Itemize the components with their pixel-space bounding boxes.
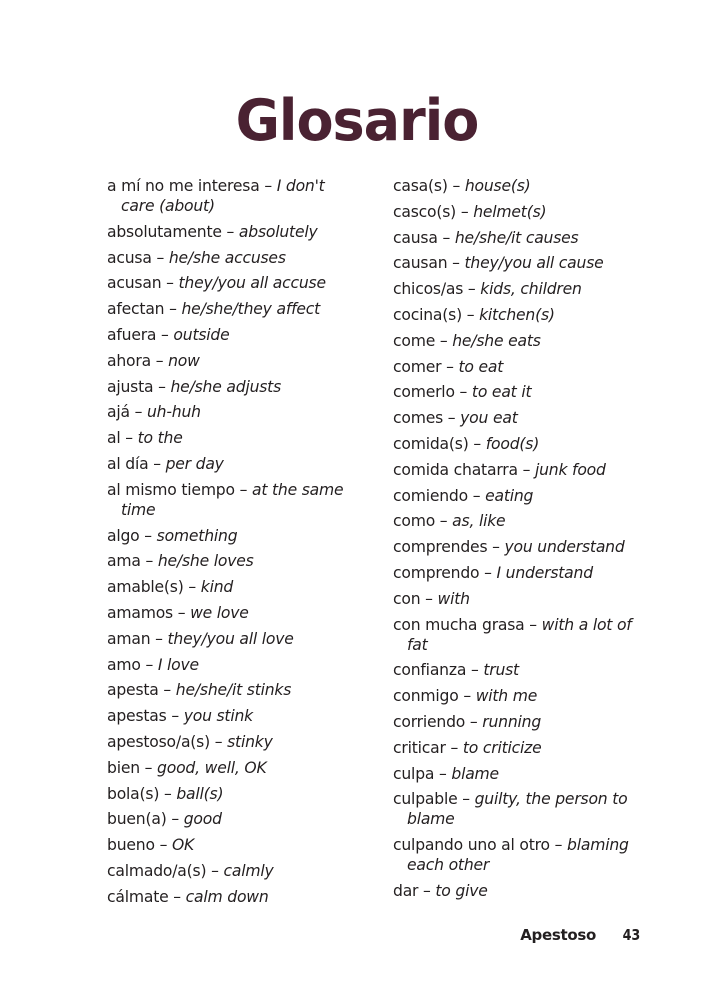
glossary-definition: he/she/it stinks (175, 681, 292, 700)
glossary-definition: you eat (460, 409, 518, 428)
glossary-definition: kind (200, 578, 234, 597)
glossary-entry (107, 603, 357, 623)
term-separator: – (154, 836, 172, 855)
glossary-entry (393, 253, 653, 273)
glossary-entry (393, 563, 653, 583)
glossary-entry (107, 299, 357, 319)
term-separator: – (467, 486, 486, 505)
glossary-definition: eating (485, 486, 534, 505)
glossary-entry (393, 486, 653, 506)
glossary-term: acusa (107, 248, 152, 267)
term-separator: – (158, 681, 176, 700)
term-separator: – (221, 222, 239, 241)
glossary-definition: with a lot of fat (407, 615, 632, 654)
glossary-entry (393, 305, 653, 325)
glossary-term: a mí no me interesa (107, 177, 260, 195)
glossary-term: culpable (393, 790, 458, 809)
term-separator: – (443, 409, 461, 428)
glossary-entry (107, 402, 357, 422)
glossary-entry (393, 764, 653, 784)
glossary-definition: to eat (458, 357, 504, 376)
term-separator: – (168, 887, 186, 906)
glossary-entry (393, 382, 653, 402)
glossary-term: cocina(s) (393, 305, 462, 324)
glossary-term: algo (107, 526, 140, 545)
glossary-definition: running (482, 712, 542, 731)
glossary-term: bien (107, 758, 140, 777)
term-separator: – (166, 707, 184, 726)
glossary-term: aman (107, 629, 151, 648)
glossary-definition: calm down (185, 887, 269, 906)
glossary-entry (107, 809, 357, 829)
term-separator: – (524, 615, 542, 634)
glossary-definition: you understand (504, 538, 625, 557)
glossary-entry (107, 351, 357, 371)
glossary-definition: he/she adjusts (170, 377, 282, 396)
glossary-definition: to the (137, 429, 183, 448)
glossary-entry (393, 511, 653, 531)
term-separator: – (466, 661, 484, 680)
glossary-term: afectan (107, 300, 165, 319)
glossary-definition: house(s) (464, 177, 531, 195)
glossary-definition: kids, children (480, 280, 582, 299)
glossary-term: dar (393, 881, 419, 900)
glossary-term: cálmate (107, 887, 169, 906)
glossary-entry (107, 861, 357, 881)
term-separator: – (465, 712, 483, 731)
term-separator: – (129, 403, 147, 422)
glossary-entry (107, 680, 357, 700)
term-separator: – (468, 434, 486, 453)
term-separator: – (445, 738, 463, 757)
term-separator: – (234, 480, 252, 499)
glossary-term: comida chatarra (393, 460, 518, 479)
glossary-term: ahora (107, 351, 151, 370)
glossary-definition: something (156, 526, 238, 545)
glossary-term: al día (107, 454, 149, 473)
glossary-entry (393, 331, 653, 351)
glossary-definition: uh-huh (146, 403, 201, 422)
glossary-term: afuera (107, 325, 157, 344)
glossary-term: con (393, 589, 421, 608)
glossary-entry (107, 655, 357, 675)
glossary-term: casa(s) (393, 177, 448, 195)
glossary-entry (107, 758, 357, 778)
glossary-definition: to eat it (471, 383, 532, 402)
term-separator: – (549, 836, 568, 855)
glossary-term: comprendes (393, 538, 488, 557)
term-separator: – (435, 331, 453, 350)
term-separator: – (172, 603, 191, 622)
glossary-definition: to give (435, 881, 488, 900)
term-separator: – (457, 790, 475, 809)
glossary-term: comida(s) (393, 434, 469, 453)
glossary-definition: ball(s) (176, 784, 224, 803)
term-separator: – (139, 758, 158, 777)
glossary-definition: guilty, the person to blame (407, 790, 628, 829)
glossary-entry (393, 408, 653, 428)
glossary-definition: blame (451, 764, 499, 783)
glossary-term: al mismo tiempo (107, 480, 235, 499)
glossary-definition: per day (165, 454, 224, 473)
term-separator: – (447, 177, 465, 195)
glossary-definition: he/she accuses (168, 248, 286, 267)
term-separator: – (447, 254, 465, 273)
glossary-entry (107, 887, 357, 907)
glossary-term: comerlo (393, 383, 455, 402)
term-separator: – (166, 810, 184, 829)
glossary-term: calmado/a(s) (107, 861, 207, 880)
glossary-entry (393, 228, 653, 248)
glossary-entry (393, 660, 653, 680)
glossary-term: como (393, 512, 436, 531)
glossary-term: criticar (393, 738, 446, 757)
term-separator: – (153, 377, 171, 396)
term-separator: – (206, 861, 224, 880)
glossary-definition: he/she/they affect (181, 300, 321, 319)
glossary-entry (107, 551, 357, 571)
glossary-entry (393, 712, 653, 732)
glossary-definition: calmly (223, 861, 274, 880)
glossary-entry (107, 835, 357, 855)
glossary-definition: with me (475, 687, 538, 706)
glossary-term: al (107, 429, 121, 448)
term-separator: – (210, 732, 228, 751)
glossary-definition: stinky (227, 732, 273, 751)
glossary-entry (393, 537, 653, 557)
glossary-term: amamos (107, 603, 173, 622)
term-separator: – (517, 460, 535, 479)
glossary-definition: you stink (183, 707, 253, 726)
glossary-entry (393, 202, 653, 222)
term-separator: – (150, 351, 169, 370)
glossary-entry (393, 615, 653, 655)
term-separator: – (140, 655, 158, 674)
glossary-term: comiendo (393, 486, 468, 505)
glossary-column-right (393, 176, 653, 907)
glossary-term: buen(a) (107, 810, 167, 829)
glossary-term: corriendo (393, 712, 466, 731)
term-separator: – (435, 512, 453, 531)
glossary-entry (393, 686, 653, 706)
glossary-term: absolutamente (107, 222, 222, 241)
glossary-definition: they/you all accuse (178, 274, 326, 293)
glossary-entry (107, 577, 357, 597)
term-separator: – (159, 784, 177, 803)
term-separator: – (479, 563, 497, 582)
term-separator: – (456, 202, 474, 221)
glossary-definition: good, well, OK (157, 758, 267, 777)
glossary-definition: he/she/it causes (454, 228, 579, 247)
glossary-term: chicos/as (393, 280, 464, 299)
glossary-definition: they/you all love (167, 629, 294, 648)
glossary-entry (107, 273, 357, 293)
term-separator: – (156, 325, 174, 344)
glossary-column-left (107, 176, 357, 913)
glossary-term: bueno (107, 836, 155, 855)
glossary-entry (107, 706, 357, 726)
glossary-term: amo (107, 655, 141, 674)
glossary-term: ama (107, 552, 141, 571)
glossary-term: confianza (393, 661, 467, 680)
glossary-definition: food(s) (485, 434, 540, 453)
glossary-entry (393, 434, 653, 454)
term-separator: – (441, 357, 459, 376)
term-separator: – (420, 589, 438, 608)
term-separator: – (454, 383, 472, 402)
glossary-term: apestoso/a(s) (107, 732, 210, 751)
term-separator: – (461, 305, 480, 324)
glossary-entry (393, 589, 653, 609)
term-separator: – (458, 687, 476, 706)
term-separator: – (148, 454, 166, 473)
glossary-term: comer (393, 357, 442, 376)
glossary-definition: at the same time (121, 480, 344, 519)
term-separator: – (139, 526, 157, 545)
glossary-entry (107, 248, 357, 268)
glossary-term: apestas (107, 707, 167, 726)
running-footer-book-title: Apestoso (520, 926, 596, 944)
page-number: 43 (622, 926, 641, 944)
page-title: Glosario (235, 87, 479, 154)
glossary-term: casco(s) (393, 202, 457, 221)
glossary-term: acusan (107, 274, 162, 293)
glossary-term: come (393, 331, 436, 350)
term-separator: – (120, 429, 138, 448)
term-separator: – (150, 629, 168, 648)
glossary-definition: I don't care (about) (121, 177, 325, 215)
glossary-definition: they/you all cause (464, 254, 604, 273)
glossary-definition: I love (157, 655, 199, 674)
glossary-entry (107, 732, 357, 752)
glossary-entry (107, 454, 357, 474)
term-separator: – (487, 538, 505, 557)
glossary-entry (107, 629, 357, 649)
glossary-entry (107, 377, 357, 397)
glossary-definition: now (168, 351, 200, 370)
glossary-entry (393, 279, 653, 299)
glossary-term: culpando uno al otro (393, 836, 550, 855)
glossary-definition: I understand (496, 563, 593, 582)
glossary-entry (107, 480, 357, 520)
glossary-entry (393, 460, 653, 480)
glossary-definition: with (437, 589, 470, 608)
glossary-entry (107, 428, 357, 448)
glossary-entry (107, 784, 357, 804)
glossary-definition: absolutely (238, 222, 318, 241)
glossary-term: con mucha grasa (393, 615, 525, 634)
term-separator: – (140, 552, 158, 571)
glossary-entry (393, 738, 653, 758)
glossary-term: comes (393, 409, 444, 428)
glossary-definition: he/she loves (157, 552, 254, 571)
glossary-term: bola(s) (107, 784, 160, 803)
glossary-term: apesta (107, 681, 159, 700)
glossary-entry (107, 176, 357, 216)
glossary-entry (393, 789, 653, 829)
term-separator: – (463, 280, 481, 299)
glossary-entry (393, 881, 653, 901)
glossary-entry (393, 357, 653, 377)
glossary-entry (107, 526, 357, 546)
glossary-definition: good (183, 810, 222, 829)
glossary-entry (393, 835, 653, 875)
term-separator: – (161, 274, 179, 293)
glossary-term: conmigo (393, 687, 459, 706)
term-separator: – (259, 177, 277, 195)
page-footer (0, 926, 714, 950)
glossary-term: ajusta (107, 377, 154, 396)
term-separator: – (434, 764, 452, 783)
glossary-definition: trust (483, 661, 519, 680)
glossary-definition: to criticize (462, 738, 542, 757)
term-separator: – (183, 578, 201, 597)
glossary-entry (107, 222, 357, 242)
glossary-definition: we love (190, 603, 249, 622)
glossary-term: comprendo (393, 563, 480, 582)
glossary-entry (393, 176, 653, 196)
glossary-term: causa (393, 228, 438, 247)
glossary-definition: kitchen(s) (479, 305, 555, 324)
term-separator: – (151, 248, 169, 267)
glossary-definition: helmet(s) (473, 202, 547, 221)
glossary-term: amable(s) (107, 578, 184, 597)
glossary-definition: outside (173, 325, 230, 344)
glossary-term: ajá (107, 403, 130, 422)
term-separator: – (437, 228, 455, 247)
glossary-definition: he/she eats (452, 331, 541, 350)
glossary-entry (107, 325, 357, 345)
glossary-definition: junk food (534, 460, 606, 479)
glossary-term: culpa (393, 764, 435, 783)
term-separator: – (418, 881, 436, 900)
glossary-term: causan (393, 254, 448, 273)
glossary-definition: OK (171, 836, 195, 855)
glossary-definition: blaming each other (407, 836, 629, 875)
glossary-definition: as, like (452, 512, 506, 531)
term-separator: – (164, 300, 182, 319)
